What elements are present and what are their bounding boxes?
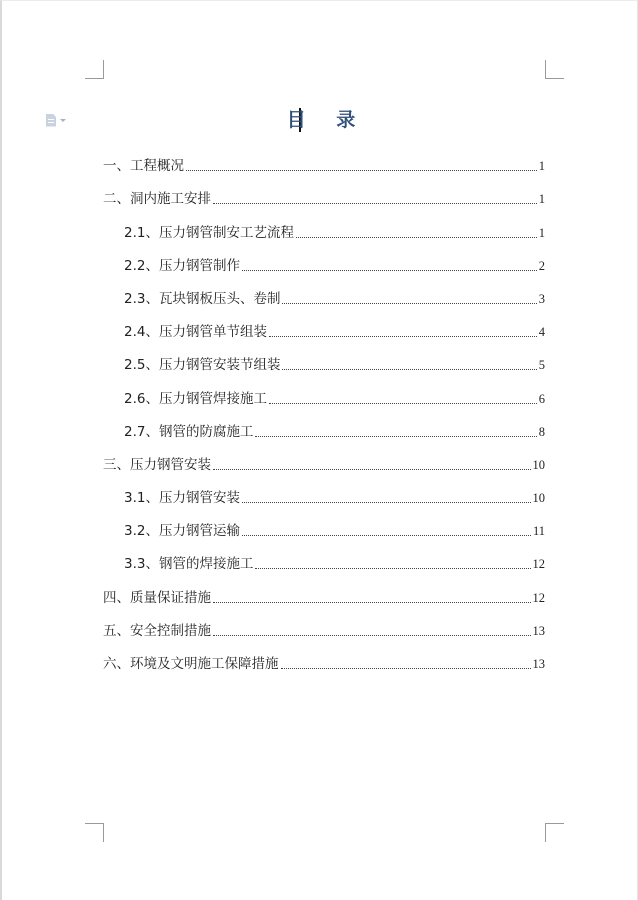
- toc-entry[interactable]: [103, 241, 545, 274]
- margin-corner-top-right: [545, 60, 564, 79]
- toc-dot-leader: [213, 469, 531, 470]
- toc-entry-text: 四、质量保证措施: [103, 589, 211, 606]
- toc-entry[interactable]: [103, 440, 545, 473]
- toc-page-number: 10: [532, 457, 545, 472]
- toc-page-number: 10: [532, 491, 545, 506]
- toc-page-number: 13: [532, 657, 545, 671]
- toc-entry[interactable]: [103, 207, 545, 240]
- toc-entry-text: 3.2、压力钢管运输: [124, 523, 240, 540]
- toc-dot-leader: [281, 668, 531, 669]
- toc-page-number: 2: [538, 258, 545, 273]
- toc-entry-text: 六、环境及文明施工保障措施: [103, 656, 279, 672]
- toc-entry-text: 三、压力钢管安装: [103, 456, 211, 473]
- toc-dot-leader: [255, 568, 530, 569]
- toc-page-number: 1: [538, 159, 545, 174]
- toc-page-number: 12: [532, 557, 545, 572]
- toc-entry[interactable]: [103, 274, 545, 307]
- toc-entry[interactable]: [103, 407, 545, 440]
- toc-entry[interactable]: [103, 174, 545, 207]
- margin-corner-bottom-left: [85, 823, 104, 842]
- toc-dot-leader: [213, 203, 537, 204]
- toc-page-number: 1: [538, 192, 545, 207]
- toc-entry-text: 二、洞内施工安排: [103, 191, 211, 208]
- toc-entry-text: 3.1、压力钢管安装: [124, 490, 240, 507]
- toc-entry-text: 2.4、压力钢管单节组装: [124, 324, 267, 341]
- toc-entry-text: 2.5、压力钢管安装节组装: [124, 357, 281, 374]
- toc-entry[interactable]: [103, 639, 545, 672]
- toc-dot-leader: [269, 403, 537, 404]
- toc-dot-leader: [213, 635, 531, 636]
- margin-corner-top-left: [85, 60, 104, 79]
- toc-entry-text: 五、安全控制措施: [103, 622, 211, 639]
- toc-page-number: 8: [538, 424, 545, 439]
- toc-dot-leader: [242, 502, 531, 503]
- toc-entry[interactable]: [103, 141, 545, 174]
- toc-dot-leader: [255, 436, 536, 437]
- toc-entry-text: 一、工程概况: [103, 158, 184, 175]
- table-of-contents: [103, 141, 545, 672]
- toc-page-number: 11: [532, 524, 545, 539]
- toc-entry[interactable]: [103, 307, 545, 340]
- toc-dot-leader: [186, 170, 537, 171]
- toc-dot-leader: [269, 336, 537, 337]
- toc-entry[interactable]: [103, 606, 545, 639]
- toc-entry[interactable]: [103, 539, 545, 572]
- toc-entry-text: 2.6、压力钢管焊接施工: [124, 390, 267, 407]
- toc-dot-leader: [282, 303, 536, 304]
- toc-entry-text: 2.1、压力钢管制安工艺流程: [124, 224, 294, 241]
- toc-dot-leader: [296, 237, 537, 238]
- toc-dot-leader: [242, 270, 537, 271]
- toc-dot-leader: [242, 535, 531, 536]
- toc-entry[interactable]: [103, 340, 545, 373]
- toc-page-number: 12: [532, 590, 545, 605]
- toc-title[interactable]: 目 录: [286, 109, 368, 131]
- toc-page-number: 4: [538, 325, 545, 340]
- toc-entry-text: 3.3、钢管的焊接施工: [124, 556, 254, 573]
- toc-entry-text: 2.3、瓦块钢板压头、卷制: [124, 290, 281, 307]
- toc-entry[interactable]: [103, 473, 545, 506]
- toc-dot-leader: [282, 369, 536, 370]
- toc-dot-leader: [213, 602, 531, 603]
- margin-corner-bottom-right: [545, 823, 564, 842]
- toc-page-number: 1: [538, 225, 545, 240]
- toc-page-number: 13: [532, 623, 545, 638]
- toc-entry-text: 2.7、钢管的防腐施工: [124, 423, 254, 440]
- toc-entry[interactable]: [103, 572, 545, 605]
- toc-page-number: 3: [538, 291, 545, 306]
- toc-page-number: 5: [538, 358, 545, 373]
- toc-entry[interactable]: [103, 373, 545, 406]
- toc-entry[interactable]: [103, 506, 545, 539]
- toc-entry-text: 2.2、压力钢管制作: [124, 257, 240, 274]
- toc-page-number: 6: [538, 391, 545, 406]
